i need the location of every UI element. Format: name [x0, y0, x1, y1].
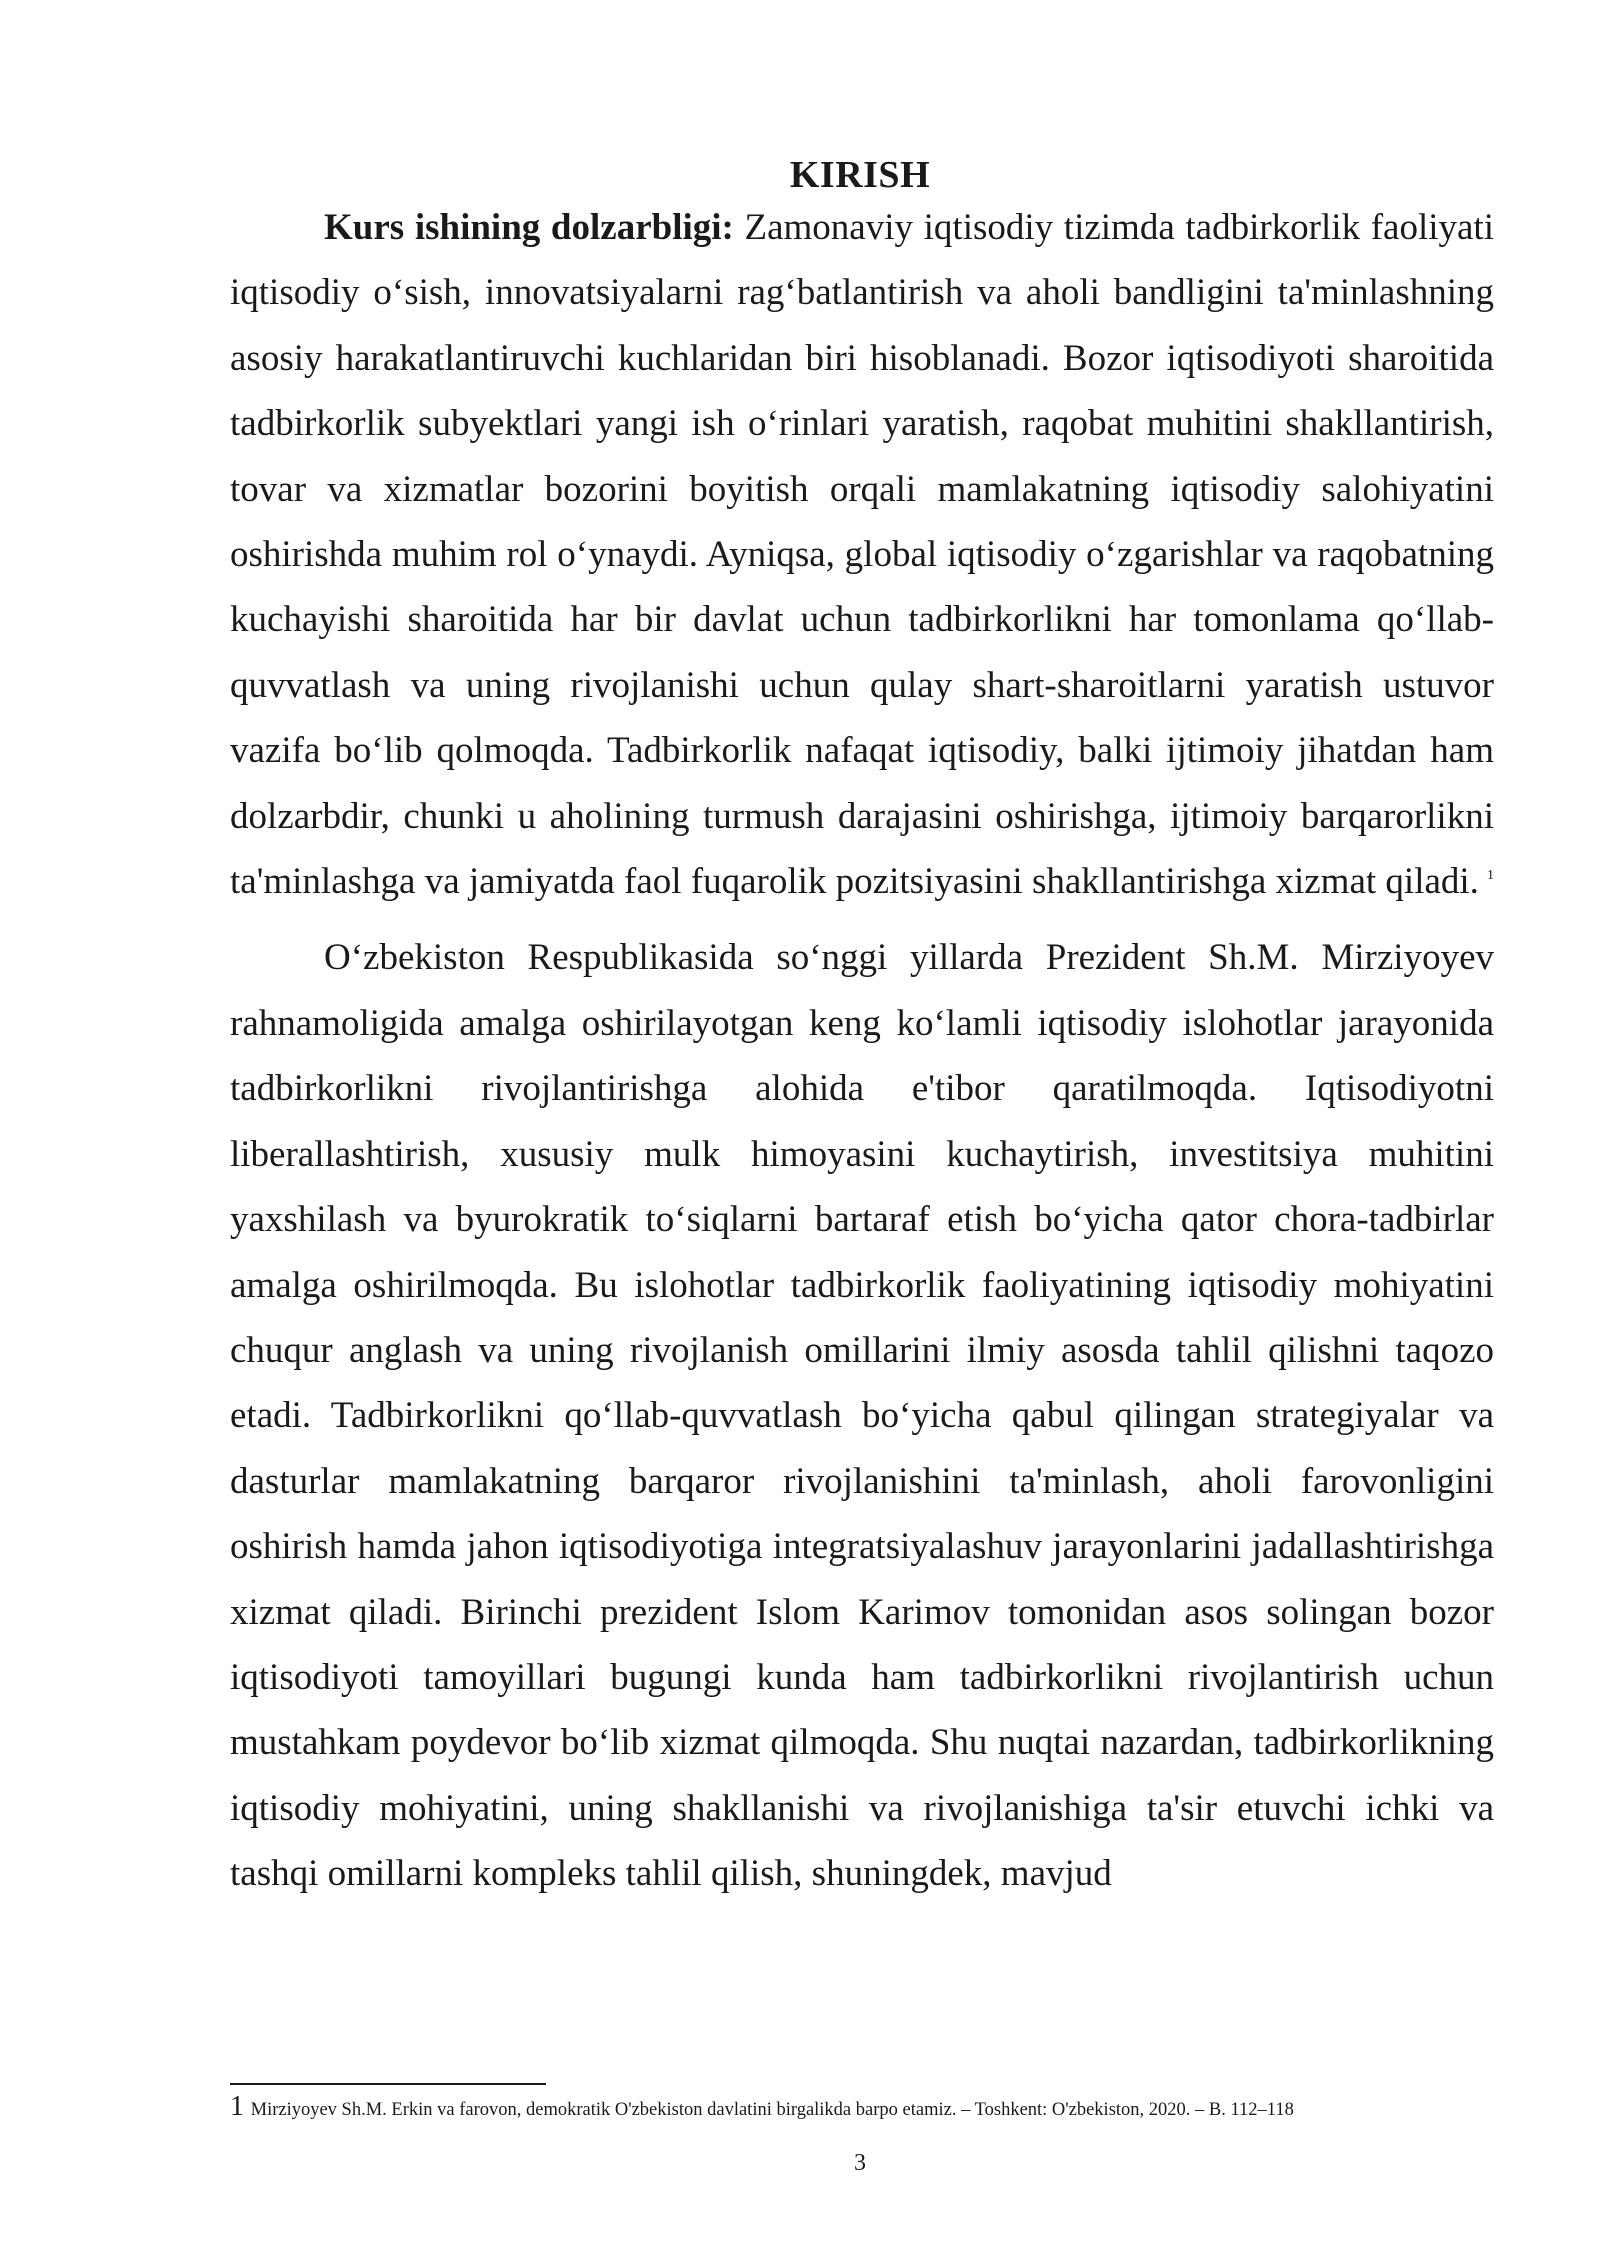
footnote-text: Mirziyoyev Sh.M. Erkin va farovon, demokratik O'zbekiston davlatini birgalikda barpo etamiz. – Toshkent: O'zbekiston, 2020. – B. 112–118: [250, 2100, 1294, 2120]
footnote: [230, 2092, 1530, 2125]
paragraph-lead-label: Kurs ishining dolzarbligi:: [324, 207, 734, 248]
paragraph-text: Zamonaviy iqtisodiy tizimda tadbirkorlik faoliyati iqtisodiy o‘sish, innovatsiyalarni rag‘batlantirish va aholi bandligini ta'minlashning asosiy harakatlantiruvchi kuchlaridan biri hisoblanadi. Bozor iqtisodiyoti sharoitida tadbirkorlik subyektlari yangi ish o‘rinlari yaratish, raqobat muhitini shakllantirish, tovar va xizmatlar bozorini boyitish orqali mamlakatning iqtisodiy salohiyatini oshirishda muhim rol o‘ynaydi. Ayniqsa, global iqtisodiy o‘zgarishlar va raqobatning kuchayishi sharoitida har bir davlat uchun tadbirkorlikni har tomonlama qo‘llab-quvvatlash va uning rivojlanishi uchun qulay shart-sharoitlarni yaratish ustuvor vazifa bo‘lib qolmoqda. Tadbirkorlik nafaqat iqtisodiy, balki ijtimoiy jihatdan ham dolzarbdir, chunki u aholining turmush darajasini oshirishga, ijtimoiy barqarorlikni ta'minlashga va jamiyatda faol fuqarolik pozitsiyasini shakllantirishga xizmat qiladi.: [230, 207, 1494, 903]
paragraph-relevance: [230, 195, 1494, 914]
paragraph-reforms: [230, 925, 1494, 1906]
footnote-reference[interactable]: 1: [1486, 868, 1494, 884]
paragraph-text: O‘zbekiston Respublikasida so‘nggi yillarda Prezident Sh.M. Mirziyoyev rahnamoligida amalga oshirilayotgan keng ko‘lamli iqtisodiy islohotlar jarayonida tadbirkorlikni rivojlantirishga alohida e'tibor qaratilmoqda. Iqtisodiyotni liberallashtirish, xususiy mulk himoyasini kuchaytirish, investitsiya muhitini yaxshilash va byurokratik to‘siqlarni bartaraf etish bo‘yicha qator chora-tadbirlar amalga oshirilmoqda. Bu islohotlar tadbirkorlik faoliyatining iqtisodiy mohiyatini chuqur anglash va uning rivojlanish omillarini ilmiy asosda tahlil qilishni taqozo etadi. Tadbirkorlikni qo‘llab-quvvatlash bo‘yicha qabul qilingan strategiyalar va dasturlar mamlakatning barqaror rivojlanishini ta'minlash, aholi farovonligini oshirish hamda jahon iqtisodiyotiga integratsiyalashuv jarayonlarini jadallashtirishga xizmat qiladi. Birinchi prezident Islom Karimov tomonidan asos solingan bozor iqtisodiyoti tamoyillari bugungi kunda ham tadbirkorlikni rivojlantirish uchun mustahkam poydevor bo‘lib xizmat qilmoqda. Shu nuqtai nazardan, tadbirkorlikning iqtisodiy mohiyatini, uning shakllanishi va rivojlanishiga ta'sir etuvchi ichki va tashqi omillarni kompleks tahlil qilish, shuningdek, mavjud: [230, 937, 1494, 1895]
body-text: [230, 195, 1494, 1907]
footnote-separator: [230, 2083, 546, 2085]
section-heading: KIRISH: [789, 154, 931, 196]
footnote-number: 1: [230, 2091, 244, 2122]
page-number: 3: [854, 2150, 866, 2176]
